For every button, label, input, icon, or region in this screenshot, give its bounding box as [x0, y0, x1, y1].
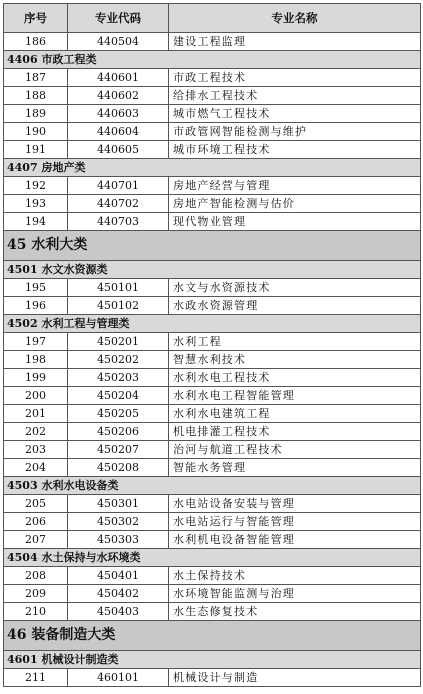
- subcategory-label: 4406 市政工程类: [4, 51, 421, 69]
- header-serial-number: 序号: [4, 4, 68, 33]
- table-row: [4, 531, 421, 549]
- major-name-cell: 智慧水利技术: [169, 351, 421, 369]
- serial-number-cell: 197: [4, 333, 68, 351]
- major-name-cell: 水利水电工程技术: [169, 369, 421, 387]
- table-row: [4, 369, 421, 387]
- major-code-cell: 440701: [68, 177, 169, 195]
- subcategory-row: [4, 51, 421, 69]
- serial-number-cell: 206: [4, 513, 68, 531]
- major-code-cell: 450101: [68, 279, 169, 297]
- major-code-cell: 450302: [68, 513, 169, 531]
- major-name-cell: 水文与水资源技术: [169, 279, 421, 297]
- header-major-name: 专业名称: [169, 4, 421, 33]
- table-row: [4, 423, 421, 441]
- serial-number-cell: 196: [4, 297, 68, 315]
- major-name-cell: 水土保持技术: [169, 567, 421, 585]
- serial-number-cell: 193: [4, 195, 68, 213]
- subcategory-row: [4, 549, 421, 567]
- major-name-cell: 智能水务管理: [169, 459, 421, 477]
- serial-number-cell: 191: [4, 141, 68, 159]
- major-name-cell: 房地产智能检测与估价: [169, 195, 421, 213]
- major-code-cell: 450203: [68, 369, 169, 387]
- major-code-cell: 450401: [68, 567, 169, 585]
- major-code-cell: 440504: [68, 33, 169, 51]
- major-name-cell: 水利水电建筑工程: [169, 405, 421, 423]
- serial-number-cell: 201: [4, 405, 68, 423]
- subcategory-row: [4, 477, 421, 495]
- subcategory-row: [4, 159, 421, 177]
- subcategory-row: [4, 651, 421, 669]
- major-name-cell: 治河与航道工程技术: [169, 441, 421, 459]
- major-code-cell: 450202: [68, 351, 169, 369]
- major-code-cell: 440602: [68, 87, 169, 105]
- major-code-cell: 450102: [68, 297, 169, 315]
- table-row: [4, 213, 421, 231]
- table-row: [4, 441, 421, 459]
- table-row: [4, 351, 421, 369]
- serial-number-cell: 192: [4, 177, 68, 195]
- table-row: [4, 87, 421, 105]
- header-row: [4, 4, 421, 33]
- table-row: [4, 279, 421, 297]
- major-category-row: [4, 231, 421, 261]
- table-row: [4, 567, 421, 585]
- major-code-cell: 440605: [68, 141, 169, 159]
- table-row: [4, 669, 421, 687]
- major-code-cell: 450303: [68, 531, 169, 549]
- table-row: [4, 105, 421, 123]
- major-category-label: 46 装备制造大类: [4, 621, 421, 651]
- major-name-cell: 水政水资源管理: [169, 297, 421, 315]
- table-row: [4, 387, 421, 405]
- subcategory-label: 4407 房地产类: [4, 159, 421, 177]
- major-code-cell: 460101: [68, 669, 169, 687]
- major-name-cell: 市政管网智能检测与维护: [169, 123, 421, 141]
- major-code-cell: 450204: [68, 387, 169, 405]
- major-name-cell: 城市燃气工程技术: [169, 105, 421, 123]
- table-row: [4, 405, 421, 423]
- major-name-cell: 水电站设备安装与管理: [169, 495, 421, 513]
- serial-number-cell: 205: [4, 495, 68, 513]
- serial-number-cell: 199: [4, 369, 68, 387]
- major-name-cell: 建设工程监理: [169, 33, 421, 51]
- serial-number-cell: 195: [4, 279, 68, 297]
- subcategory-label: 4503 水利水电设备类: [4, 477, 421, 495]
- serial-number-cell: 186: [4, 33, 68, 51]
- major-category-row: [4, 621, 421, 651]
- table-row: [4, 585, 421, 603]
- serial-number-cell: 202: [4, 423, 68, 441]
- major-name-cell: 市政工程技术: [169, 69, 421, 87]
- major-code-cell: 450403: [68, 603, 169, 621]
- major-name-cell: 水生态修复技术: [169, 603, 421, 621]
- major-name-cell: 现代物业管理: [169, 213, 421, 231]
- major-name-cell: 机电排灌工程技术: [169, 423, 421, 441]
- major-name-cell: 水环境智能监测与治理: [169, 585, 421, 603]
- major-category-label: 45 水利大类: [4, 231, 421, 261]
- serial-number-cell: 187: [4, 69, 68, 87]
- serial-number-cell: 194: [4, 213, 68, 231]
- serial-number-cell: 190: [4, 123, 68, 141]
- header-major-code: 专业代码: [68, 4, 169, 33]
- table-row: [4, 177, 421, 195]
- table-row: [4, 297, 421, 315]
- serial-number-cell: 200: [4, 387, 68, 405]
- serial-number-cell: 211: [4, 669, 68, 687]
- major-name-cell: 水利水电工程智能管理: [169, 387, 421, 405]
- table-row: [4, 603, 421, 621]
- table-row: [4, 33, 421, 51]
- major-code-cell: 450205: [68, 405, 169, 423]
- major-name-cell: 机械设计与制造: [169, 669, 421, 687]
- serial-number-cell: 203: [4, 441, 68, 459]
- major-code-cell: 450301: [68, 495, 169, 513]
- major-name-cell: 水利机电设备智能管理: [169, 531, 421, 549]
- table-row: [4, 333, 421, 351]
- table-header: [4, 4, 421, 33]
- subcategory-row: [4, 261, 421, 279]
- table-row: [4, 69, 421, 87]
- major-name-cell: 水电站运行与智能管理: [169, 513, 421, 531]
- major-code-cell: 450206: [68, 423, 169, 441]
- major-code-cell: 450201: [68, 333, 169, 351]
- major-code-cell: 440604: [68, 123, 169, 141]
- subcategory-label: 4502 水利工程与管理类: [4, 315, 421, 333]
- major-name-cell: 房地产经营与管理: [169, 177, 421, 195]
- major-code-cell: 440603: [68, 105, 169, 123]
- major-code-cell: 440702: [68, 195, 169, 213]
- subcategory-row: [4, 315, 421, 333]
- serial-number-cell: 198: [4, 351, 68, 369]
- major-code-cell: 450402: [68, 585, 169, 603]
- major-name-cell: 给排水工程技术: [169, 87, 421, 105]
- serial-number-cell: 207: [4, 531, 68, 549]
- subcategory-label: 4501 水文水资源类: [4, 261, 421, 279]
- subcategory-label: 4504 水土保持与水环境类: [4, 549, 421, 567]
- serial-number-cell: 210: [4, 603, 68, 621]
- major-name-cell: 水利工程: [169, 333, 421, 351]
- serial-number-cell: 188: [4, 87, 68, 105]
- serial-number-cell: 208: [4, 567, 68, 585]
- table-body: [4, 33, 421, 687]
- table-row: [4, 513, 421, 531]
- serial-number-cell: 189: [4, 105, 68, 123]
- major-code-cell: 450207: [68, 441, 169, 459]
- major-catalog-table: [3, 3, 421, 687]
- major-code-cell: 440601: [68, 69, 169, 87]
- table-row: [4, 495, 421, 513]
- major-code-cell: 440703: [68, 213, 169, 231]
- major-code-cell: 450208: [68, 459, 169, 477]
- serial-number-cell: 209: [4, 585, 68, 603]
- subcategory-label: 4601 机械设计制造类: [4, 651, 421, 669]
- serial-number-cell: 204: [4, 459, 68, 477]
- major-name-cell: 城市环境工程技术: [169, 141, 421, 159]
- table-row: [4, 123, 421, 141]
- table-row: [4, 141, 421, 159]
- table-row: [4, 195, 421, 213]
- table-row: [4, 459, 421, 477]
